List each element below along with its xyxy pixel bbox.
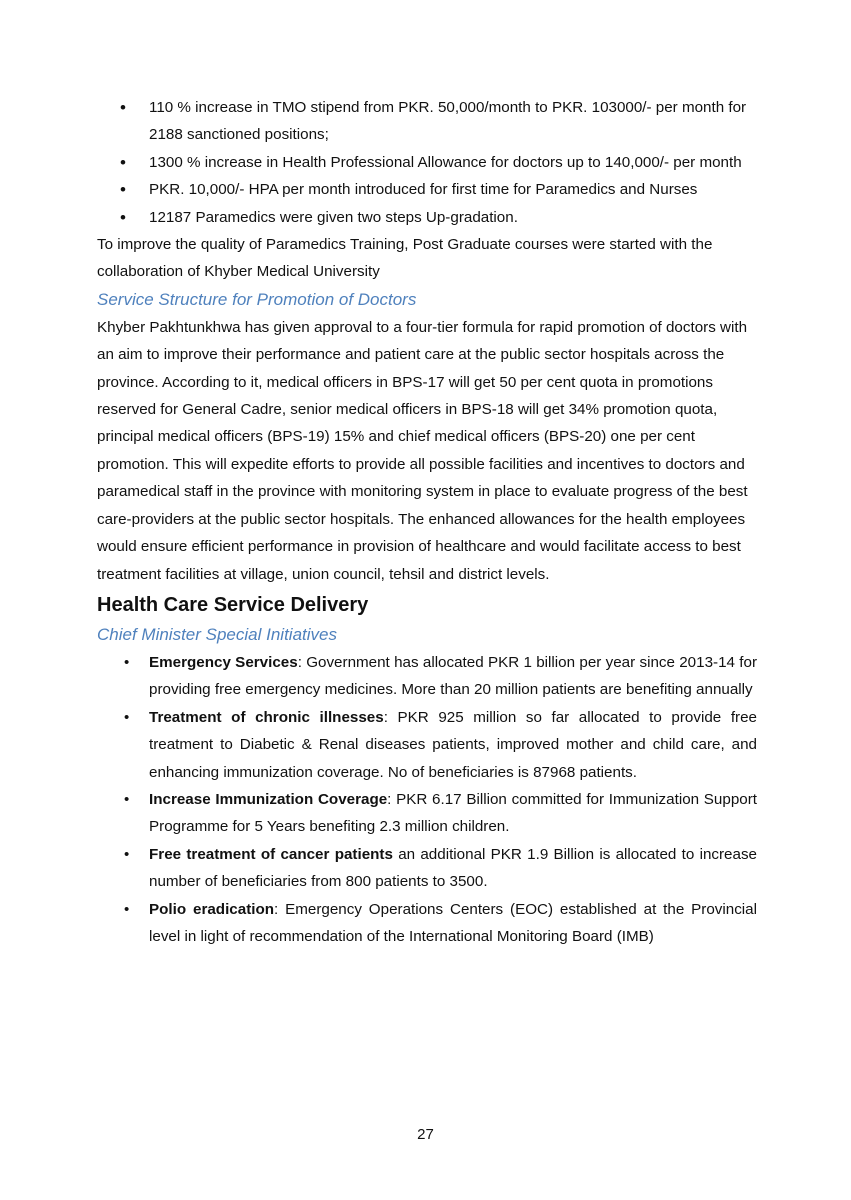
initiative-title: Increase Immunization Coverage [149,790,388,808]
initiative-text: : PKR 925 million so far allocated to provide free treatment to Diabetic & Renal diseases patients, improved mother and child care, and enhancing immunization coverage. No of beneficiaries is 87968 patients. [149,708,757,781]
initiative-title: Treatment of chronic illnesses [149,708,384,726]
cm-initiatives-subheading: Chief Minister Special Initiatives [97,624,337,644]
list-item [97,841,757,896]
promotion-paragraph: Khyber Pakhtunkhwa has given approval to a four-tier formula for rapid promotion of doctors with an aim to improve their performance and patient care at the public sector hospitals across the province. According to it, medical officers in BPS-17 will get 50 per cent quota in promotions reserved for General Cadre, senior medical officers in BPS-18 will get 34% promotion quota, principal medical officers (BPS-19) 15% and chief medical officers (BPS-20) one per cent promotion. This will expedite efforts to provide all possible facilities and incentives to doctors and paramedical staff in the province with monitoring system in place to evaluate progress of the best care-providers at the public sector hospitals. The enhanced allowances for the health employees would ensure efficient performance in provision of healthcare and would facilitate access to best treatment facilities at village, union council, tehsil and district levels. [97,318,748,583]
service-delivery-heading: Health Care Service Delivery [97,593,369,616]
page-number: 27 [417,1126,434,1143]
initiative-text: : PKR 6.17 Billion committed for Immunization Support Programme for 5 Years benefiting 2.3 million children. [149,790,757,836]
initiative-text: : Government has allocated PKR 1 billion per year since 2013-14 for providing free emergency medicines. More than 20 million patients are benefiting annually [149,653,757,699]
list-item [97,786,757,841]
list-item [97,896,757,951]
initiative-text: : Emergency Operations Centers (EOC) established at the Provincial level in light of recommendation of the International Monitoring Board (IMB) [149,900,757,945]
initiative-title: Polio eradication [149,900,275,918]
promotion-subheading: Service Structure for Promotion of Doctors [97,289,417,309]
list-item: • 1300 % increase in Health Professional Allowance for doctors up to 140,000/- per month [97,149,757,176]
initiative-title: Emergency Services [149,653,298,671]
list-item: • 12187 Paramedics were given two steps Up-gradation. [97,204,757,231]
allowance-bullet-list [97,94,757,231]
initiative-text: an additional PKR 1.9 Billion is allocated to increase number of beneficiaries from 800 patients to 3500. [149,845,757,891]
list-item: • PKR. 10,000/- HPA per month introduced for first time for Paramedics and Nurses [97,176,757,203]
initiative-title: Free treatment of cancer patients [149,845,393,863]
list-item [97,704,757,786]
page-content [97,94,757,950]
initiatives-list [97,649,757,950]
list-item: • 110 % increase in TMO stipend from PKR. 50,000/month to PKR. 103000/- per month for 2188 sanctioned positions; [97,94,757,149]
list-item [97,649,757,704]
paramedics-training-paragraph: To improve the quality of Paramedics Training, Post Graduate courses were started with the collaboration of Khyber Medical University [97,236,713,281]
